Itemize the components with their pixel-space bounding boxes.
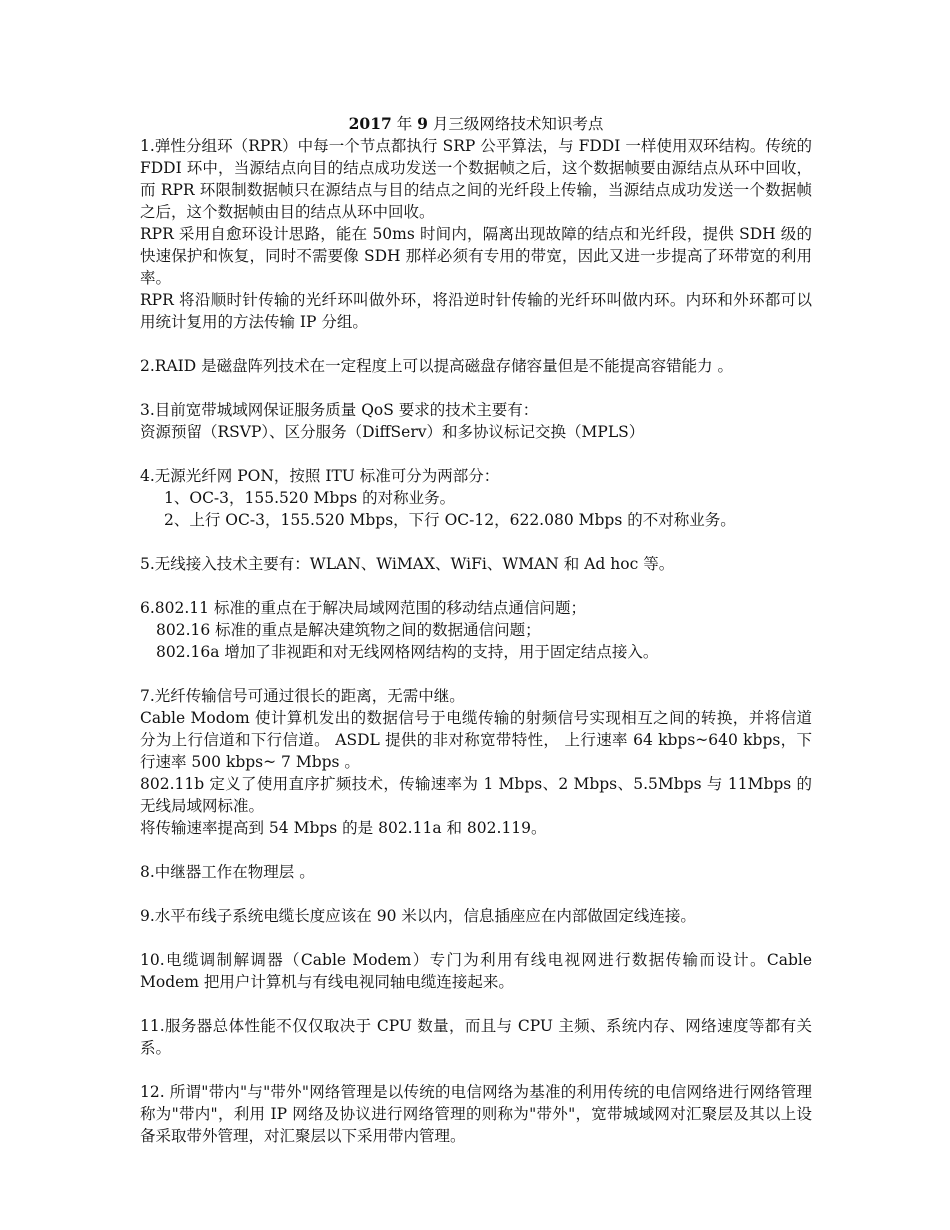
title-rest: 月三级网络技术知识考点	[427, 115, 604, 133]
section-2	[140, 355, 812, 377]
section-6	[140, 597, 812, 663]
section-5-para-1: 5.无线接入技术主要有：WLAN、WiMAX、WiFi、WMAN 和 Ad hoc 等。	[140, 555, 675, 573]
title-year: 2017	[348, 114, 392, 133]
section-8-para-1: 8.中继器工作在物理层 。	[140, 863, 315, 881]
section-7	[140, 685, 812, 839]
section-4-list-item-2: 2、上行 OC-3，155.520 Mbps，下行 OC-12，622.080 Mbps 的不对称业务。	[164, 511, 736, 529]
section-8	[140, 861, 812, 883]
section-7-para-3: 802.11b 定义了使用直序扩频技术，传输速率为 1 Mbps、2 Mbps、5.5Mbps 与 11Mbps 的无线局域网标准。	[140, 775, 812, 815]
section-7-para-1: 7.光纤传输信号可通过很长的距离，无需中继。	[140, 687, 465, 705]
section-4	[140, 465, 812, 531]
section-7-para-4: 将传输速率提高到 54 Mbps 的是 802.11a 和 802.119。	[140, 819, 547, 837]
section-4-list-item-1: 1、OC-3，155.520 Mbps 的对称业务。	[164, 489, 456, 507]
section-3-para-2: 资源预留（RSVP）、区分服务（DiffServ）和多协议标记交换（MPLS）	[140, 423, 645, 441]
section-10-para-1: 10.电缆调制解调器（Cable Modem）专门为利用有线电视网进行数据传输而设计。Cable Modem 把用户计算机与有线电视同轴电缆连接起来。	[140, 951, 812, 991]
section-9	[140, 905, 812, 927]
section-12-para-1: 12. 所谓"带内"与"带外"网络管理是以传统的电信网络为基准的利用传统的电信网络进行网络管理称为"带内"，利用 IP 网络及协议进行网络管理的则称为"带外"，宽带城域网对汇聚层及其以上设备采取带外管理，对汇聚层以下采用带内管理。	[140, 1083, 812, 1145]
section-12	[140, 1081, 812, 1147]
section-1-para-1: 1.弹性分组环（RPR）中每一个节点都执行 SRP 公平算法，与 FDDI 一样使用双环结构。传统的 FDDI 环中，当源结点向目的结点成功发送一个数据帧之后，这个数据帧要由源结点从环中回收，而 RPR 环限制数据帧只在源结点与目的结点之间的光纤段上传输，当源结点成功发送一个数据帧之后，这个数据帧由目的结点从环中回收。	[140, 137, 812, 221]
document-body	[140, 113, 812, 1147]
section-4-para-1: 4.无源光纤网 PON，按照 ITU 标准可分为两部分：	[140, 467, 500, 485]
section-3	[140, 399, 812, 443]
section-7-para-2: Cable Modom 使计算机发出的数据信号于电缆传输的射频信号实现相互之间的转换，并将信道分为上行信道和下行信道。 ASDL 提供的非对称宽带特性， 上行速率 64 kbps~640 kbps，下行速率 500 kbps~ 7 Mbps 。	[140, 709, 812, 771]
section-9-para-1: 9.水平布线子系统电缆长度应该在 90 米以内，信息插座应在内部做固定线连接。	[140, 907, 696, 925]
section-11	[140, 1015, 812, 1059]
section-3-para-1: 3.目前宽带城域网保证服务质量 QoS 要求的技术主要有：	[140, 401, 539, 419]
document-title	[140, 113, 812, 135]
title-month: 9	[417, 114, 428, 133]
title-year-suffix: 年	[391, 115, 418, 133]
section-1	[140, 135, 812, 333]
section-11-para-1: 11.服务器总体性能不仅仅取决于 CPU 数量，而且与 CPU 主频、系统内存、网络速度等都有关系。	[140, 1017, 812, 1057]
section-5	[140, 553, 812, 575]
section-6-para-2: 802.16 标准的重点是解决建筑物之间的数据通信问题；	[156, 621, 541, 639]
section-6-para-1: 6.802.11 标准的重点在于解决局域网范围的移动结点通信问题；	[140, 599, 586, 617]
section-1-para-3: RPR 将沿顺时针传输的光纤环叫做外环，将沿逆时针传输的光纤环叫做内环。内环和外环都可以用统计复用的方法传输 IP 分组。	[140, 291, 812, 331]
section-1-para-2: RPR 采用自愈环设计思路，能在 50ms 时间内，隔离出现故障的结点和光纤段，提供 SDH 级的快速保护和恢复，同时不需要像 SDH 那样必须有专用的带宽，因此又进一步提高了环带宽的利用率。	[140, 225, 812, 287]
section-10	[140, 949, 812, 993]
section-6-para-3: 802.16a 增加了非视距和对无线网格网结构的支持，用于固定结点接入。	[156, 643, 659, 661]
section-2-para-1: 2.RAID 是磁盘阵列技术在一定程度上可以提高磁盘存储容量但是不能提高容错能力 。	[140, 357, 734, 375]
